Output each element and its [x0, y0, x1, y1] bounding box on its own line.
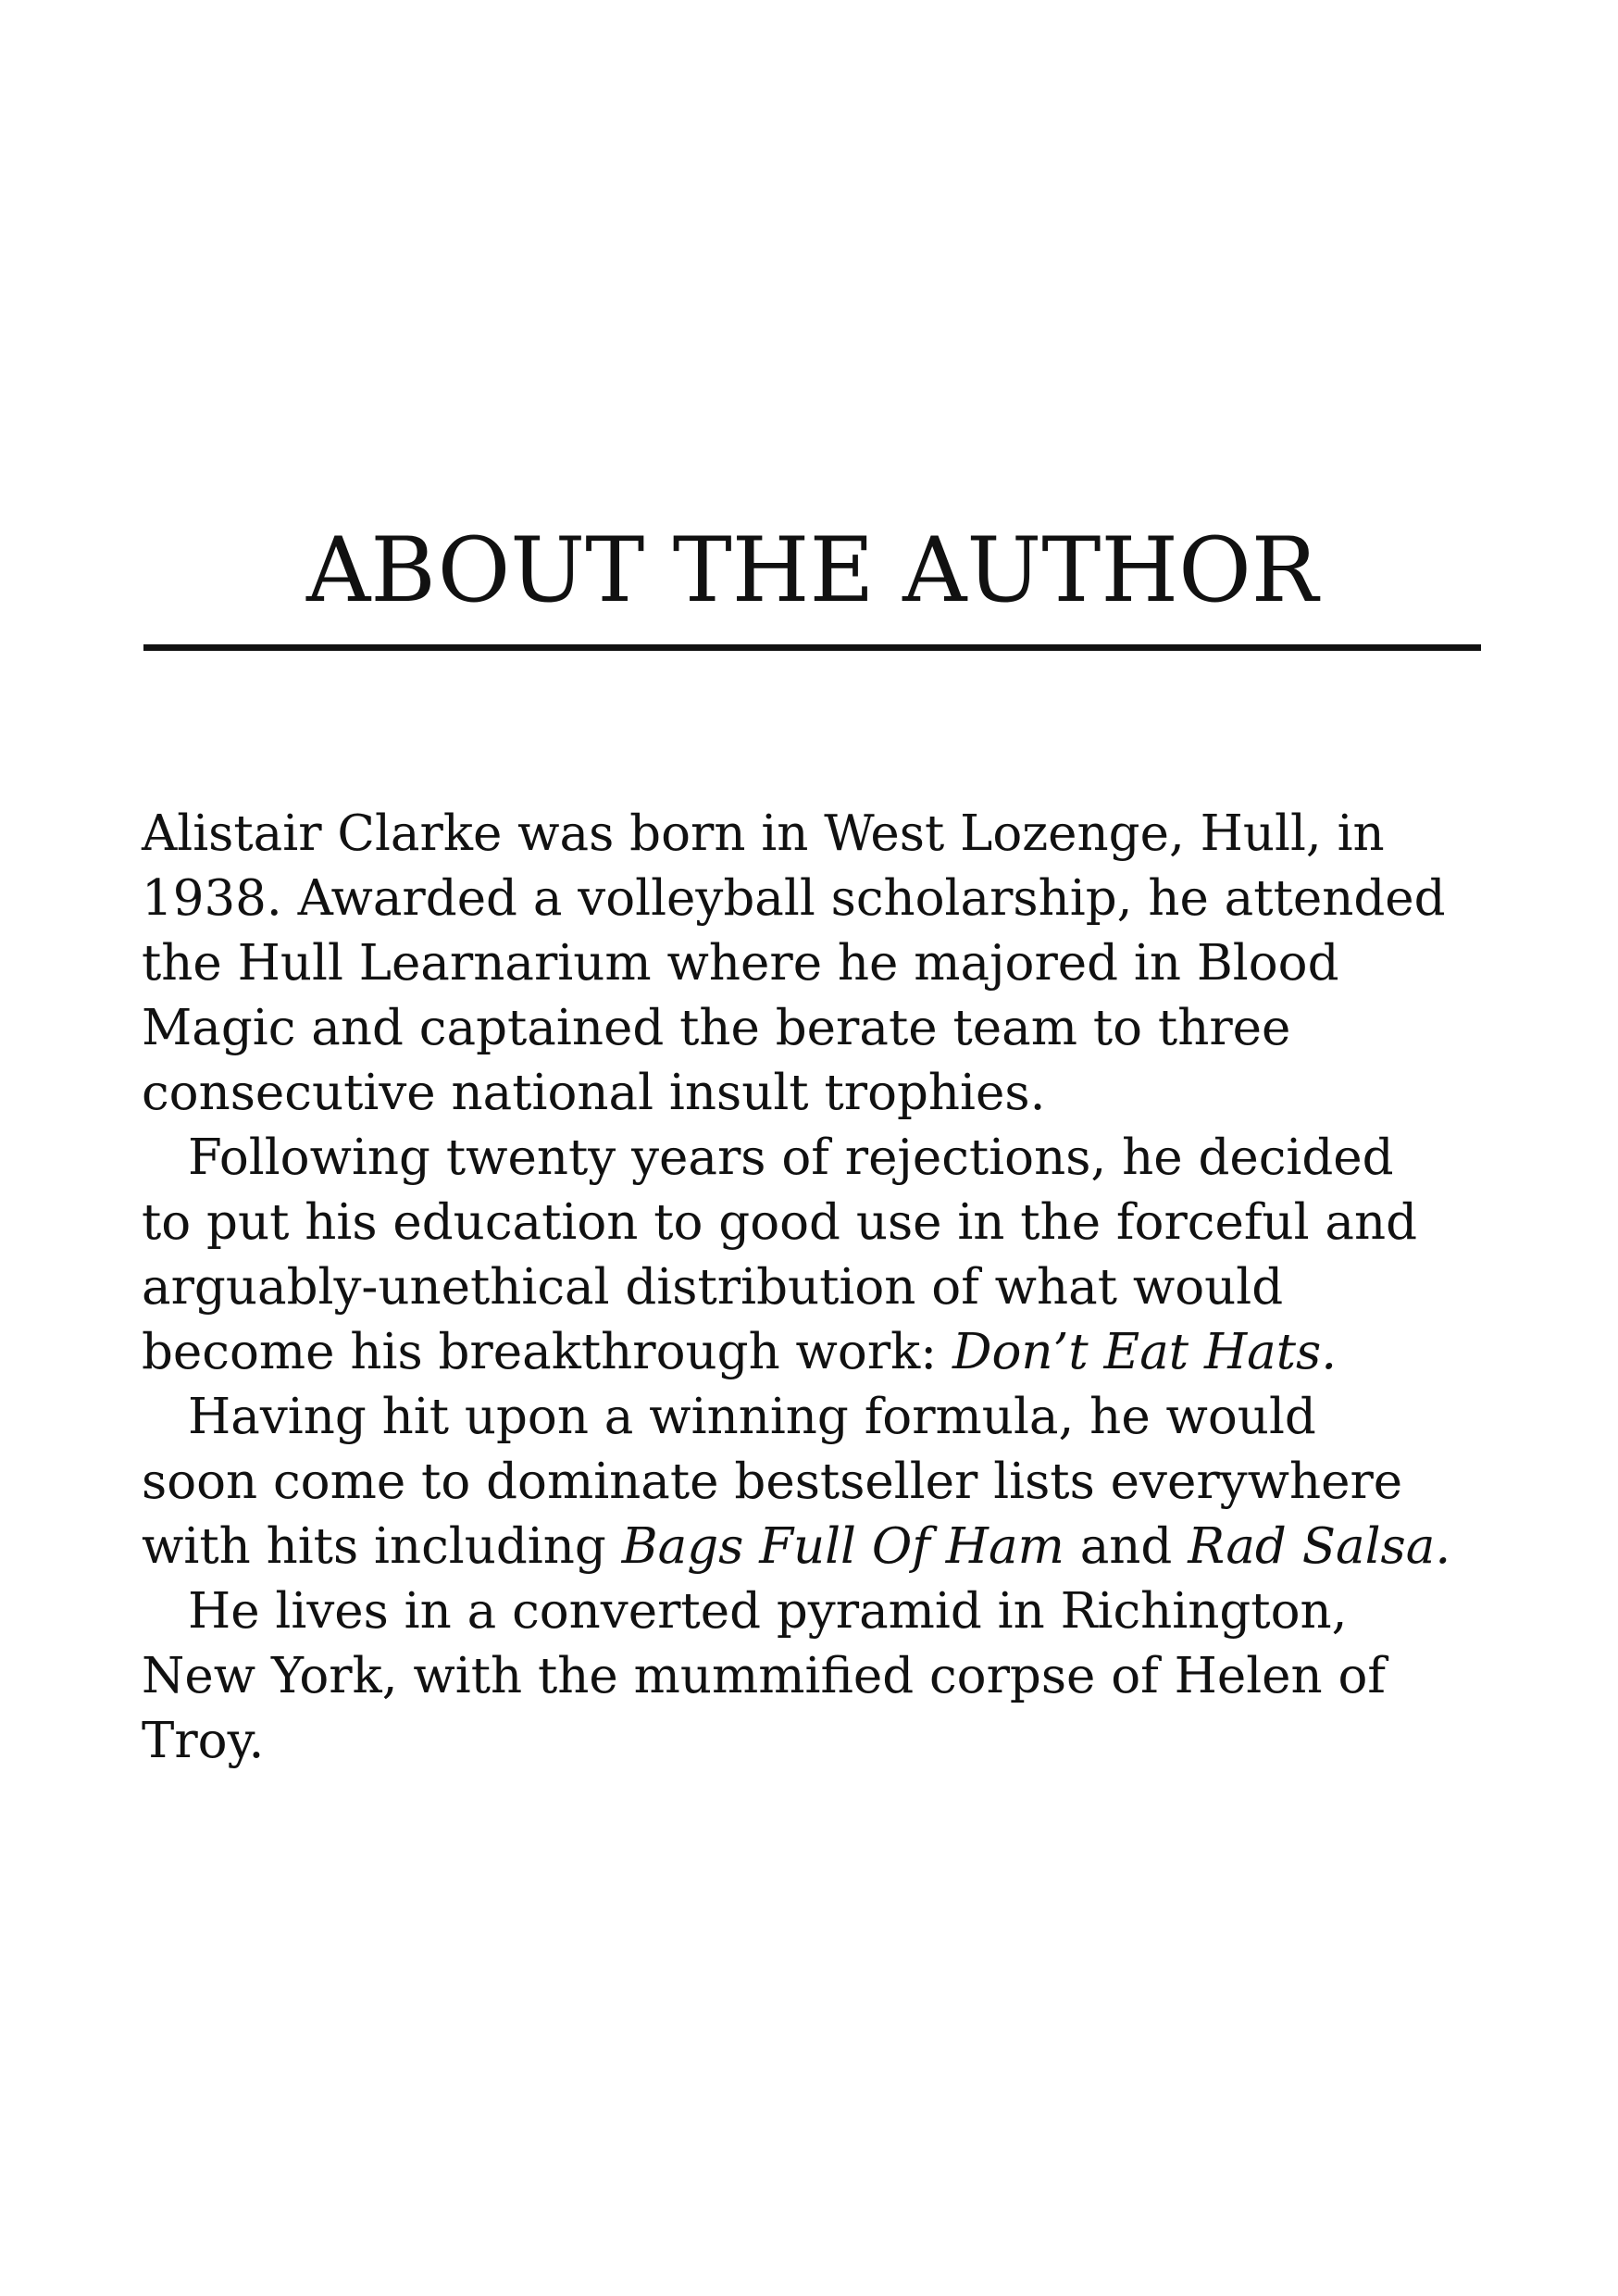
paragraph-4: [142, 1579, 1493, 1774]
paragraph-3: [142, 1385, 1493, 1579]
book-title-bags-full-of-ham: Bags Full Of Ham: [621, 1518, 1064, 1575]
text-line: 1938. Awarded a volleyball scholarship, he attended: [142, 870, 1446, 927]
text-line: He lives in a converted pyramid in Richington,: [188, 1583, 1348, 1640]
book-title-rad-salsa: Rad Salsa.: [1188, 1518, 1451, 1575]
text-line: soon come to dominate bestseller lists everywhere: [142, 1454, 1403, 1510]
text-line: New York, with the mummified corpse of Helen of: [142, 1648, 1387, 1704]
paragraph-2: [142, 1126, 1493, 1385]
text-line: [142, 1515, 1493, 1579]
text-fragment: become his breakthrough work:: [142, 1324, 952, 1380]
text-line: Troy.: [142, 1713, 265, 1769]
text-line: Following twenty years of rejections, he decided: [188, 1129, 1394, 1186]
section-heading: ABOUT THE AUTHOR: [305, 518, 1319, 622]
text-line: Having hit upon a winning formula, he would: [188, 1389, 1316, 1445]
text-line: arguably-unethical distribution of what would: [142, 1259, 1284, 1316]
text-line: the Hull Learnarium where he majored in Blood: [142, 935, 1339, 992]
heading-rule: [143, 644, 1481, 651]
text-fragment: with hits including: [142, 1518, 622, 1575]
text-line: consecutive national insult trophies.: [142, 1065, 1046, 1121]
paragraph-1: [142, 802, 1493, 1126]
text-line: Magic and captained the berate team to three: [142, 1000, 1291, 1056]
author-bio: [142, 802, 1493, 1774]
book-title-dont-eat-hats: Don’t Eat Hats.: [952, 1324, 1338, 1380]
text-line: to put his education to good use in the forceful and: [142, 1194, 1418, 1251]
text-fragment: and: [1064, 1518, 1189, 1575]
text-line: [142, 1320, 1493, 1385]
text-line: Alistair Clarke was born in West Lozenge, Hull, in: [142, 805, 1385, 862]
